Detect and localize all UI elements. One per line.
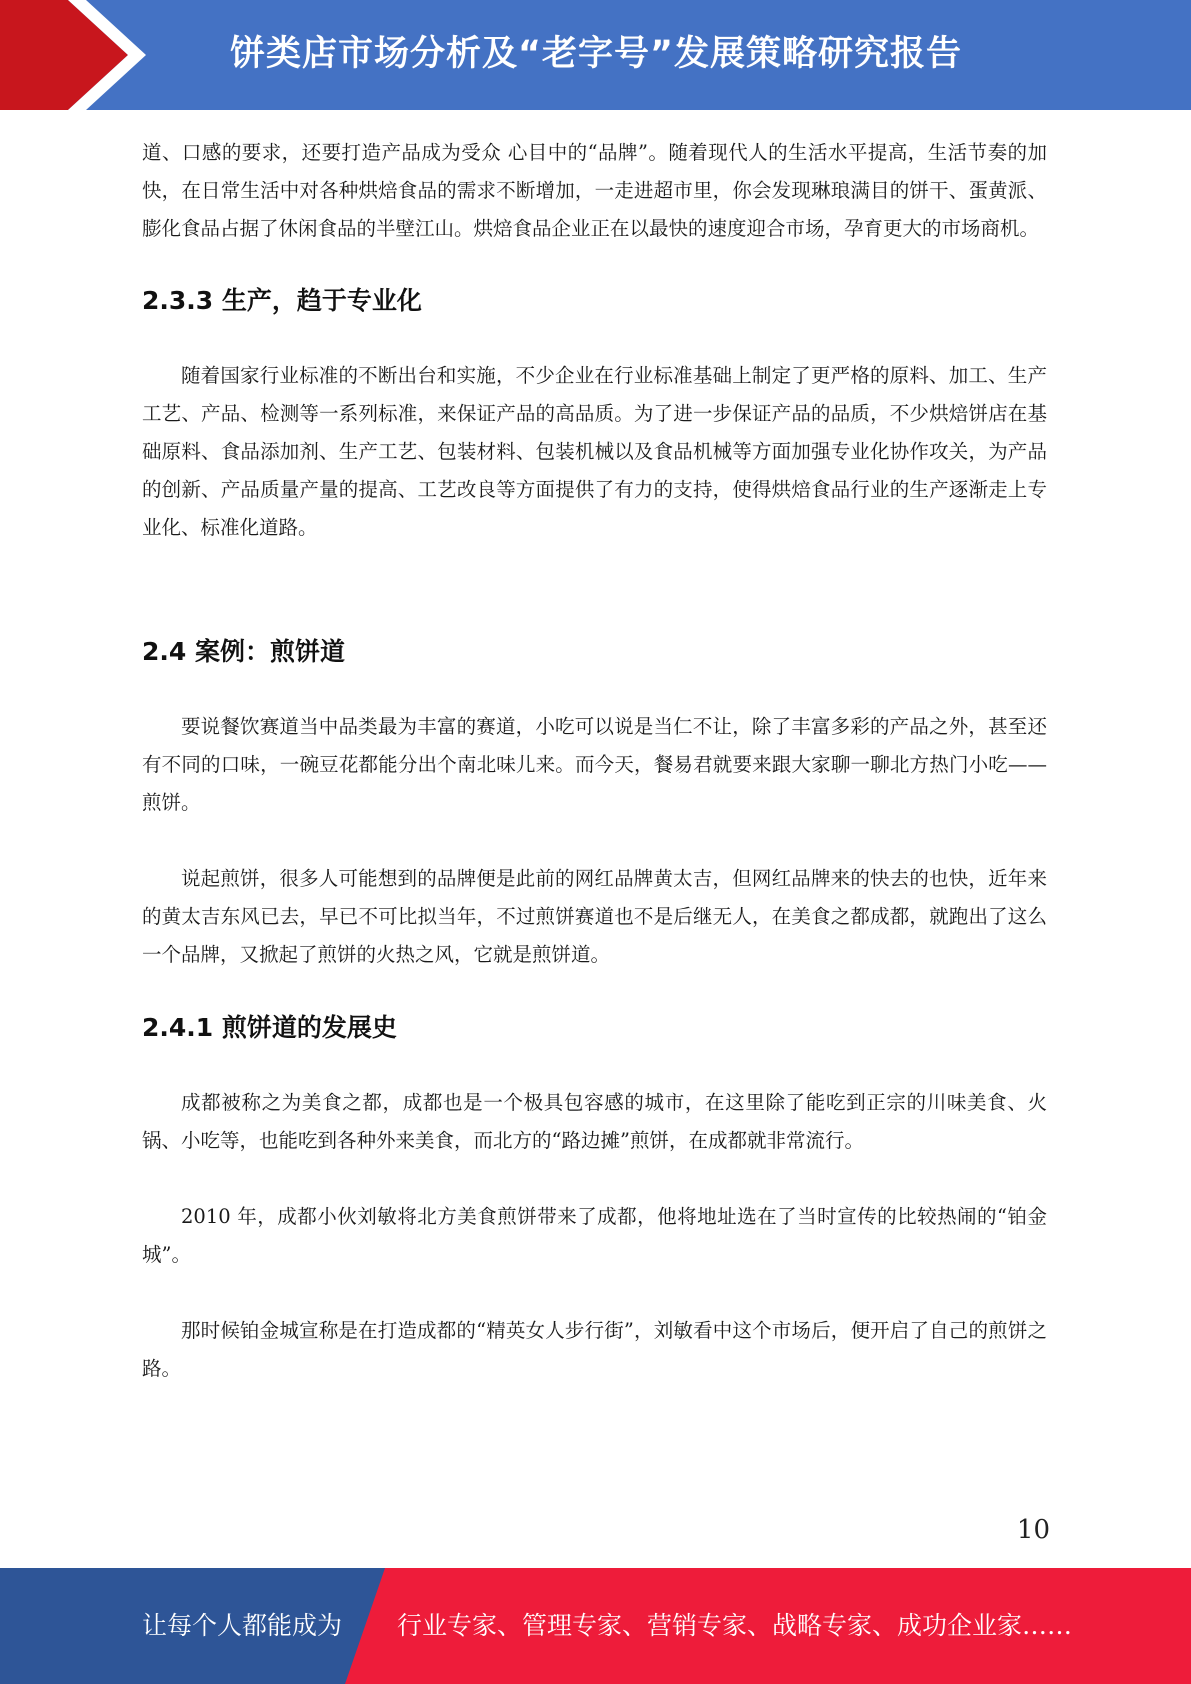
paragraph-2-4-1-c: 那时候铂金城宣称是在打造成都的“精英女人步行街”，刘敏看中这个市场后，便开启了自己的煎饼之路。 [142,1319,1047,1380]
paragraph-2-4-2: 说起煎饼，很多人可能想到的品牌便是此前的网红品牌黄太吉，但网红品牌来的快去的也快，近年来的黄太吉东风已去，早已不可比拟当年，不过煎饼赛道也不是后继无人，在美食之都成都，就跑出了这么一个品牌，又掀起了煎饼的火热之风，它就是煎饼道。 [142,867,1047,966]
heading-2-4-1: 2.4.1 煎饼道的发展史 [142,1013,397,1042]
heading-2-4: 2.4 案例：煎饼道 [142,637,345,666]
footer-slogan-left: 让每个人都能成为 [142,1611,343,1640]
page-number: 10 [1016,1515,1050,1545]
footer-slogan-right: 行业专家、管理专家、营销专家、战略专家、成功企业家…… [397,1611,1073,1640]
paragraph-2-4-1: 要说餐饮赛道当中品类最为丰富的赛道，小吃可以说是当仁不让，除了丰富多彩的产品之外，甚至还有不同的口味，一碗豆花都能分出个南北味儿来。而今天，餐易君就要来跟大家聊一聊北方热门小吃——煎饼。 [142,715,1047,814]
page-footer [0,1568,1191,1684]
paragraph-2-3-3: 随着国家行业标准的不断出台和实施，不少企业在行业标准基础上制定了更严格的原料、加工、生产工艺、产品、检测等一系列标准，来保证产品的高品质。为了进一步保证产品的品质，不少烘焙饼店在基础原料、食品添加剂、生产工艺、包装材料、包装机械以及食品机械等方面加强专业化协作攻关，为产品的创新、产品质量产量的提高、工艺改良等方面提供了有力的支持，使得烘焙食品行业的生产逐渐走上专业化、标准化道路。 [142,364,1047,539]
page-header [0,0,1191,110]
paragraph-2-4-1-b: 2010 年，成都小伙刘敏将北方美食煎饼带来了成都，他将地址选在了当时宣传的比较热闹的“铂金城”。 [142,1205,1047,1266]
paragraph-intro: 道、口感的要求，还要打造产品成为受众 心目中的“品牌”。随着现代人的生活水平提高，生活节奏的加快，在日常生活中对各种烘焙食品的需求不断增加，一走进超市里，你会发现琳琅满目的饼干、蛋黄派、膨化食品占据了休闲食品的半壁江山。烘焙食品企业正在以最快的速度迎合市场，孕育更大的市场商机。 [142,141,1047,240]
document-body [142,134,1047,1388]
heading-2-3-3: 2.3.3 生产，趋于专业化 [142,286,422,315]
paragraph-2-4-1-a: 成都被称之为美食之都，成都也是一个极具包容感的城市，在这里除了能吃到正宗的川味美食、火锅、小吃等，也能吃到各种外来美食，而北方的“路边摊”煎饼，在成都就非常流行。 [142,1091,1047,1152]
header-title: 饼类店市场分析及“老字号”发展策略研究报告 [230,34,963,74]
